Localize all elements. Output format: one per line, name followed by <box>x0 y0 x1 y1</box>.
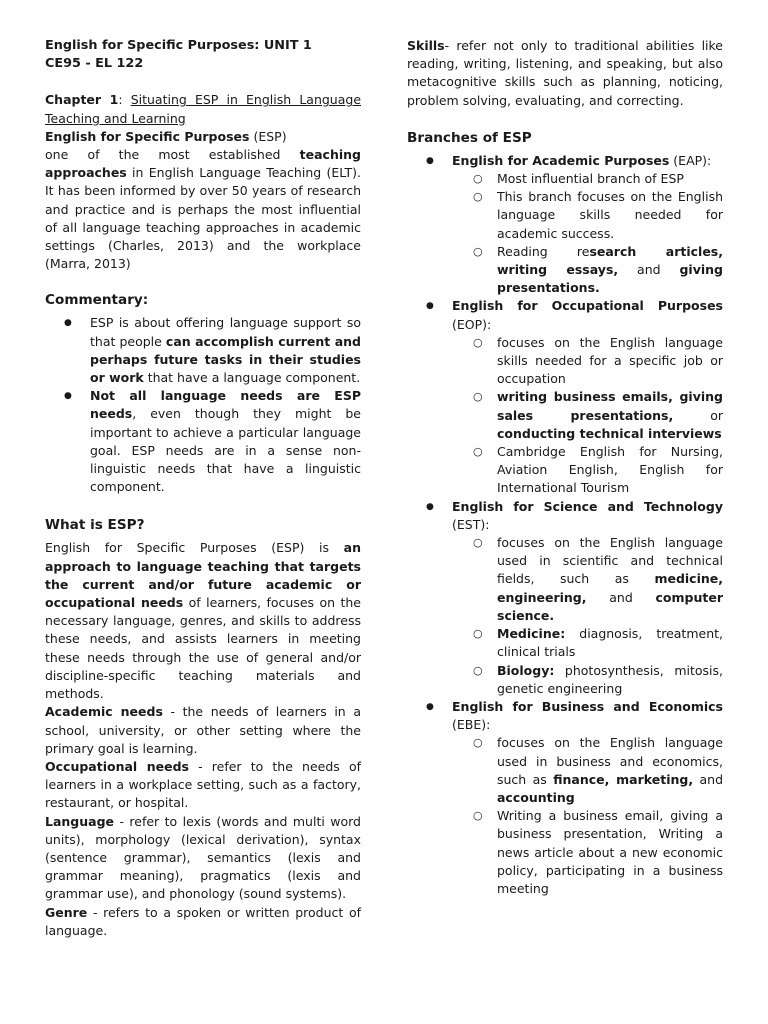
item-emphasis: search articles, writing essays, <box>497 243 723 278</box>
item-text: focuses on the English language used in business and economics, such as <box>497 735 723 787</box>
intro-text-cont: in English Language Teaching (ELT). It has been informed by over 50 years of research and practice and is perhaps the most influential of all language teaching approaches in academic settings (Charles, 2013) and the workplace (Marra, 2013) <box>45 165 361 272</box>
definition-occupational-needs <box>45 758 361 813</box>
item-emphasis: finance, marketing, <box>553 771 694 787</box>
branch-abbr: (EST): <box>452 516 490 532</box>
definition-academic-needs <box>45 703 361 758</box>
definition-term: Genre <box>45 904 88 920</box>
item-text: focuses on the English language skills needed for a specific job or occupation <box>497 334 723 387</box>
chapter-heading: Chapter 1: Situating ESP in English Language Teaching and Learning <box>45 92 362 126</box>
what-is-esp-heading: What is ESP? <box>45 517 145 534</box>
intro-emphasis: teaching approaches <box>45 147 361 181</box>
chapter-label: Chapter 1 <box>45 92 119 108</box>
item-text: photosynthesis, mitosis, genetic engineering <box>497 662 723 696</box>
esp-term: English for Specific Purposes <box>45 128 250 144</box>
branch-name-line <box>452 297 723 315</box>
intro-paragraph <box>45 146 361 273</box>
esp-abbr: (ESP) <box>249 128 287 144</box>
list-item <box>497 443 723 498</box>
commentary-heading: Commentary: <box>45 292 149 309</box>
definition-term: Language <box>45 813 115 829</box>
branch-name-line <box>452 152 723 170</box>
definition-text: - refer to lexis (words and multi word units), morphology (lexical derivation), syntax (sentence grammar), semantics (lexis and grammar meaning), pragmatics (lexis and grammar use), and phonology (sound systems). <box>45 813 361 902</box>
course-code: CE95 - EL 122 <box>45 56 144 72</box>
branch-abbr: (EOP): <box>452 316 492 332</box>
definition-genre <box>45 904 361 940</box>
branch-item <box>452 297 723 497</box>
branch-name: English for Occupational Purposes <box>452 298 723 314</box>
list-item <box>497 807 723 898</box>
item-emphasis: Medicine: <box>497 626 566 642</box>
skills-term: Skills <box>407 38 445 53</box>
right-column <box>407 37 723 898</box>
what-is-esp-paragraph <box>45 539 361 703</box>
item-emphasis: can accomplish current and perhaps future tasks in their studies or work <box>90 333 361 386</box>
esp-term-line <box>45 128 361 146</box>
branch-name-line <box>452 698 723 716</box>
item-emphasis: medicine, engineering, <box>497 571 723 605</box>
item-emphasis: Not all language needs are ESP needs <box>90 388 361 422</box>
branches-heading: Branches of ESP <box>407 129 532 146</box>
branch-detail-list <box>452 170 723 297</box>
item-text: Cambridge English for Nursing, Aviation English, English for International Tourism <box>497 444 723 496</box>
list-item <box>497 625 723 661</box>
branch-detail-list <box>452 334 723 498</box>
item-text: ESP is about offering language support so that people <box>90 315 361 349</box>
item-text: and <box>693 771 723 787</box>
item-text: and <box>586 589 656 605</box>
branch-item <box>452 498 723 698</box>
branch-item <box>452 152 723 298</box>
item-text-cont: that have a language component. <box>143 370 361 386</box>
item-emphasis: computer science. <box>497 589 723 623</box>
what-text-cont: of learners, focuses on the necessary language, genres, and skills to address these needs, and assists learners in meeting these needs through the use of general and/or discipline-specific teaching materials and methods. <box>45 595 361 702</box>
left-column <box>45 37 361 940</box>
what-emphasis: an approach to language teaching that targets the current and/or future academic or occupational needs <box>45 540 361 611</box>
branch-detail-list <box>452 534 723 698</box>
item-text: and <box>618 262 680 278</box>
intro-text: one of the most established <box>45 147 300 163</box>
item-text: focuses on the English language used in scientific and technical fields, such as <box>497 535 723 587</box>
list-item <box>497 388 723 443</box>
list-item <box>497 334 723 389</box>
definition-text: - refers to a spoken or written product of language. <box>45 904 361 938</box>
branch-name-line <box>452 498 723 516</box>
item-emphasis: conducting technical interviews <box>497 425 722 441</box>
item-text: This branch focuses on the English language skills needed for academic success. <box>497 189 723 241</box>
branch-name: English for Academic Purposes <box>452 152 670 168</box>
branches-list <box>407 152 723 898</box>
branch-name: English for Science and Technology <box>452 498 723 514</box>
branch-item <box>452 698 723 898</box>
chapter-title: Situating ESP in English Language Teaching and Learning <box>45 92 362 126</box>
item-text: or <box>673 407 724 423</box>
item-emphasis: writing business emails, giving sales presentations, <box>497 389 723 423</box>
item-text: Most influential branch of ESP <box>497 171 684 187</box>
list-item <box>497 243 723 298</box>
definition-term: Academic needs <box>45 704 163 720</box>
what-text: English for Specific Purposes (ESP) is <box>45 540 344 556</box>
item-emphasis: giving presentations. <box>497 262 723 296</box>
unit-title: English for Specific Purposes: UNIT 1 <box>45 38 312 53</box>
definition-text: - refer to the needs of learners in a workplace setting, such as a factory, restaurant, or hospital. <box>45 758 361 811</box>
branch-name: English for Business and Economics <box>452 698 723 714</box>
item-emphasis: Biology: <box>497 662 555 678</box>
definition-text: - the needs of learners in a school, university, or other setting where the primary goal is learning. <box>45 704 361 756</box>
skills-paragraph <box>407 37 723 110</box>
branch-abbr: (EAP): <box>669 152 712 168</box>
item-text-cont: , even though they might be important to achieve a particular language goal. ESP needs are in a sense non-linguistic needs that have a linguistic component. <box>90 406 361 495</box>
list-item <box>497 662 723 698</box>
list-item <box>90 314 361 387</box>
commentary-list <box>45 314 361 496</box>
item-text: diagnosis, treatment, clinical trials <box>497 626 723 660</box>
item-emphasis: accounting <box>497 789 575 805</box>
list-item <box>497 734 723 807</box>
item-text: Reading re <box>497 243 590 259</box>
list-item <box>497 170 723 188</box>
branch-abbr: (EBE): <box>452 717 491 733</box>
list-item <box>497 188 723 243</box>
list-item <box>497 534 723 625</box>
branch-detail-list <box>452 734 723 898</box>
list-item <box>90 387 361 496</box>
item-text: Writing a business email, giving a business presentation, Writing a news article about a new economic policy, participating in a business meeting <box>497 808 723 896</box>
skills-text: - refer not only to traditional abilities like reading, writing, listening, and speaking, but also metacognitive skills such as planning, noticing, problem solving, evaluating, and correcting. <box>407 38 723 108</box>
definition-term: Occupational needs <box>45 758 189 774</box>
definition-language <box>45 813 361 904</box>
